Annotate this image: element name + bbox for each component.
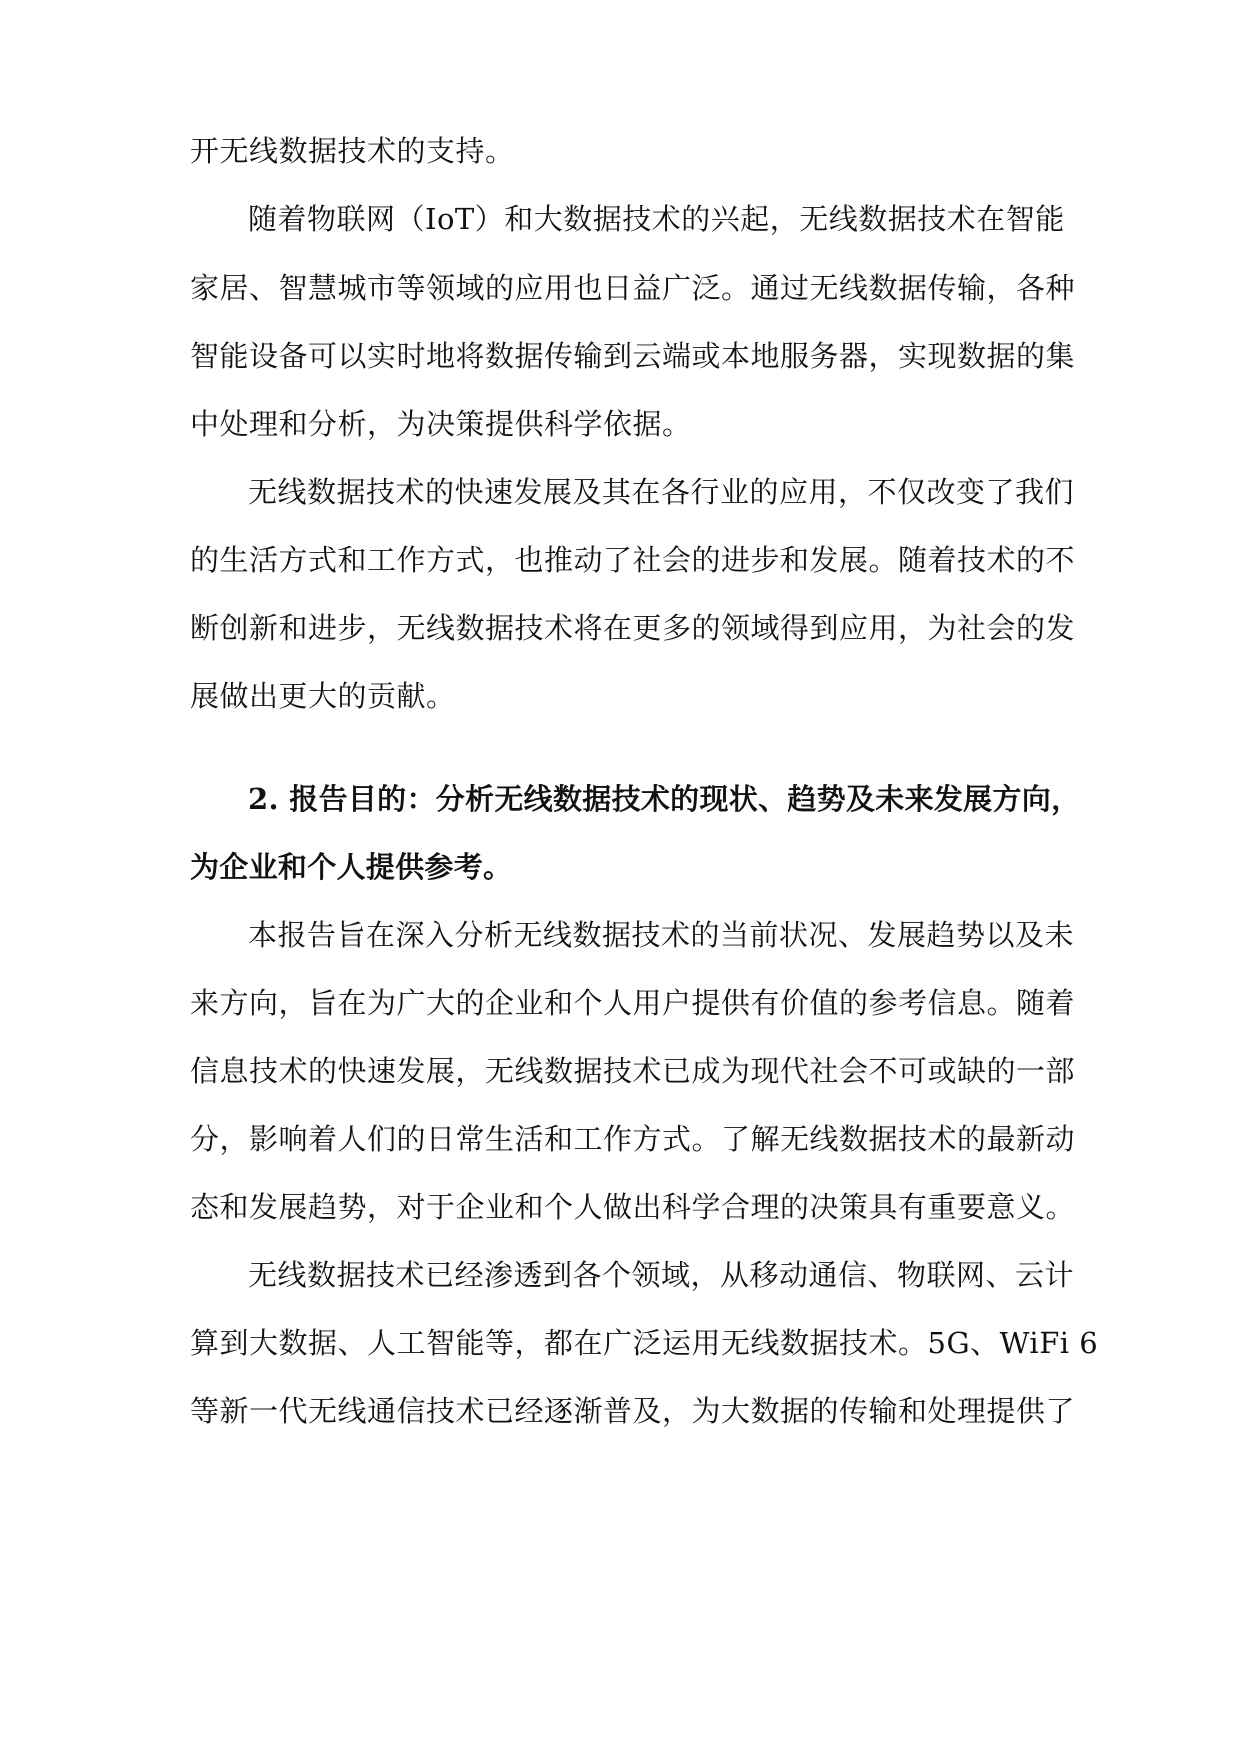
section-heading: 为企业和个人提供参考。 bbox=[190, 850, 513, 884]
section-heading: 2. 报告目的：分析无线数据技术的现状、趋势及未来发展方向， bbox=[248, 782, 1081, 816]
paragraph-line: 断创新和进步，无线数据技术将在更多的领域得到应用，为社会的发 bbox=[190, 611, 1076, 645]
paragraph-line: 等新一代无线通信技术已经逐渐普及，为大数据的传输和处理提供了 bbox=[190, 1394, 1076, 1428]
paragraph-line: 开无线数据技术的支持。 bbox=[190, 134, 515, 168]
paragraph-line: 分，影响着人们的日常生活和工作方式。了解无线数据技术的最新动 bbox=[190, 1122, 1076, 1156]
paragraph-line: 家居、智慧城市等领域的应用也日益广泛。通过无线数据传输，各种 bbox=[190, 271, 1076, 305]
paragraph-line: 态和发展趋势，对于企业和个人做出科学合理的决策具有重要意义。 bbox=[190, 1190, 1076, 1224]
paragraph-line: 算到大数据、人工智能等，都在广泛运用无线数据技术。5G、WiFi 6 bbox=[190, 1326, 1099, 1360]
paragraph-line: 中处理和分析，为决策提供科学依据。 bbox=[190, 407, 692, 441]
paragraph-line: 无线数据技术已经渗透到各个领域，从移动通信、物联网、云计 bbox=[248, 1258, 1075, 1292]
paragraph-line: 随着物联网（IoT）和大数据技术的兴起，无线数据技术在智能 bbox=[248, 202, 1065, 236]
paragraph-line: 无线数据技术的快速发展及其在各行业的应用，不仅改变了我们 bbox=[248, 475, 1075, 509]
paragraph-line: 的生活方式和工作方式，也推动了社会的进步和发展。随着技术的不 bbox=[190, 543, 1076, 577]
paragraph-line: 信息技术的快速发展，无线数据技术已成为现代社会不可或缺的一部 bbox=[190, 1054, 1076, 1088]
paragraph-line: 展做出更大的贡献。 bbox=[190, 679, 456, 713]
paragraph-line: 来方向，旨在为广大的企业和个人用户提供有价值的参考信息。随着 bbox=[190, 986, 1076, 1020]
paragraph-line: 智能设备可以实时地将数据传输到云端或本地服务器，实现数据的集 bbox=[190, 339, 1076, 373]
paragraph-line: 本报告旨在深入分析无线数据技术的当前状况、发展趋势以及未 bbox=[248, 918, 1075, 952]
